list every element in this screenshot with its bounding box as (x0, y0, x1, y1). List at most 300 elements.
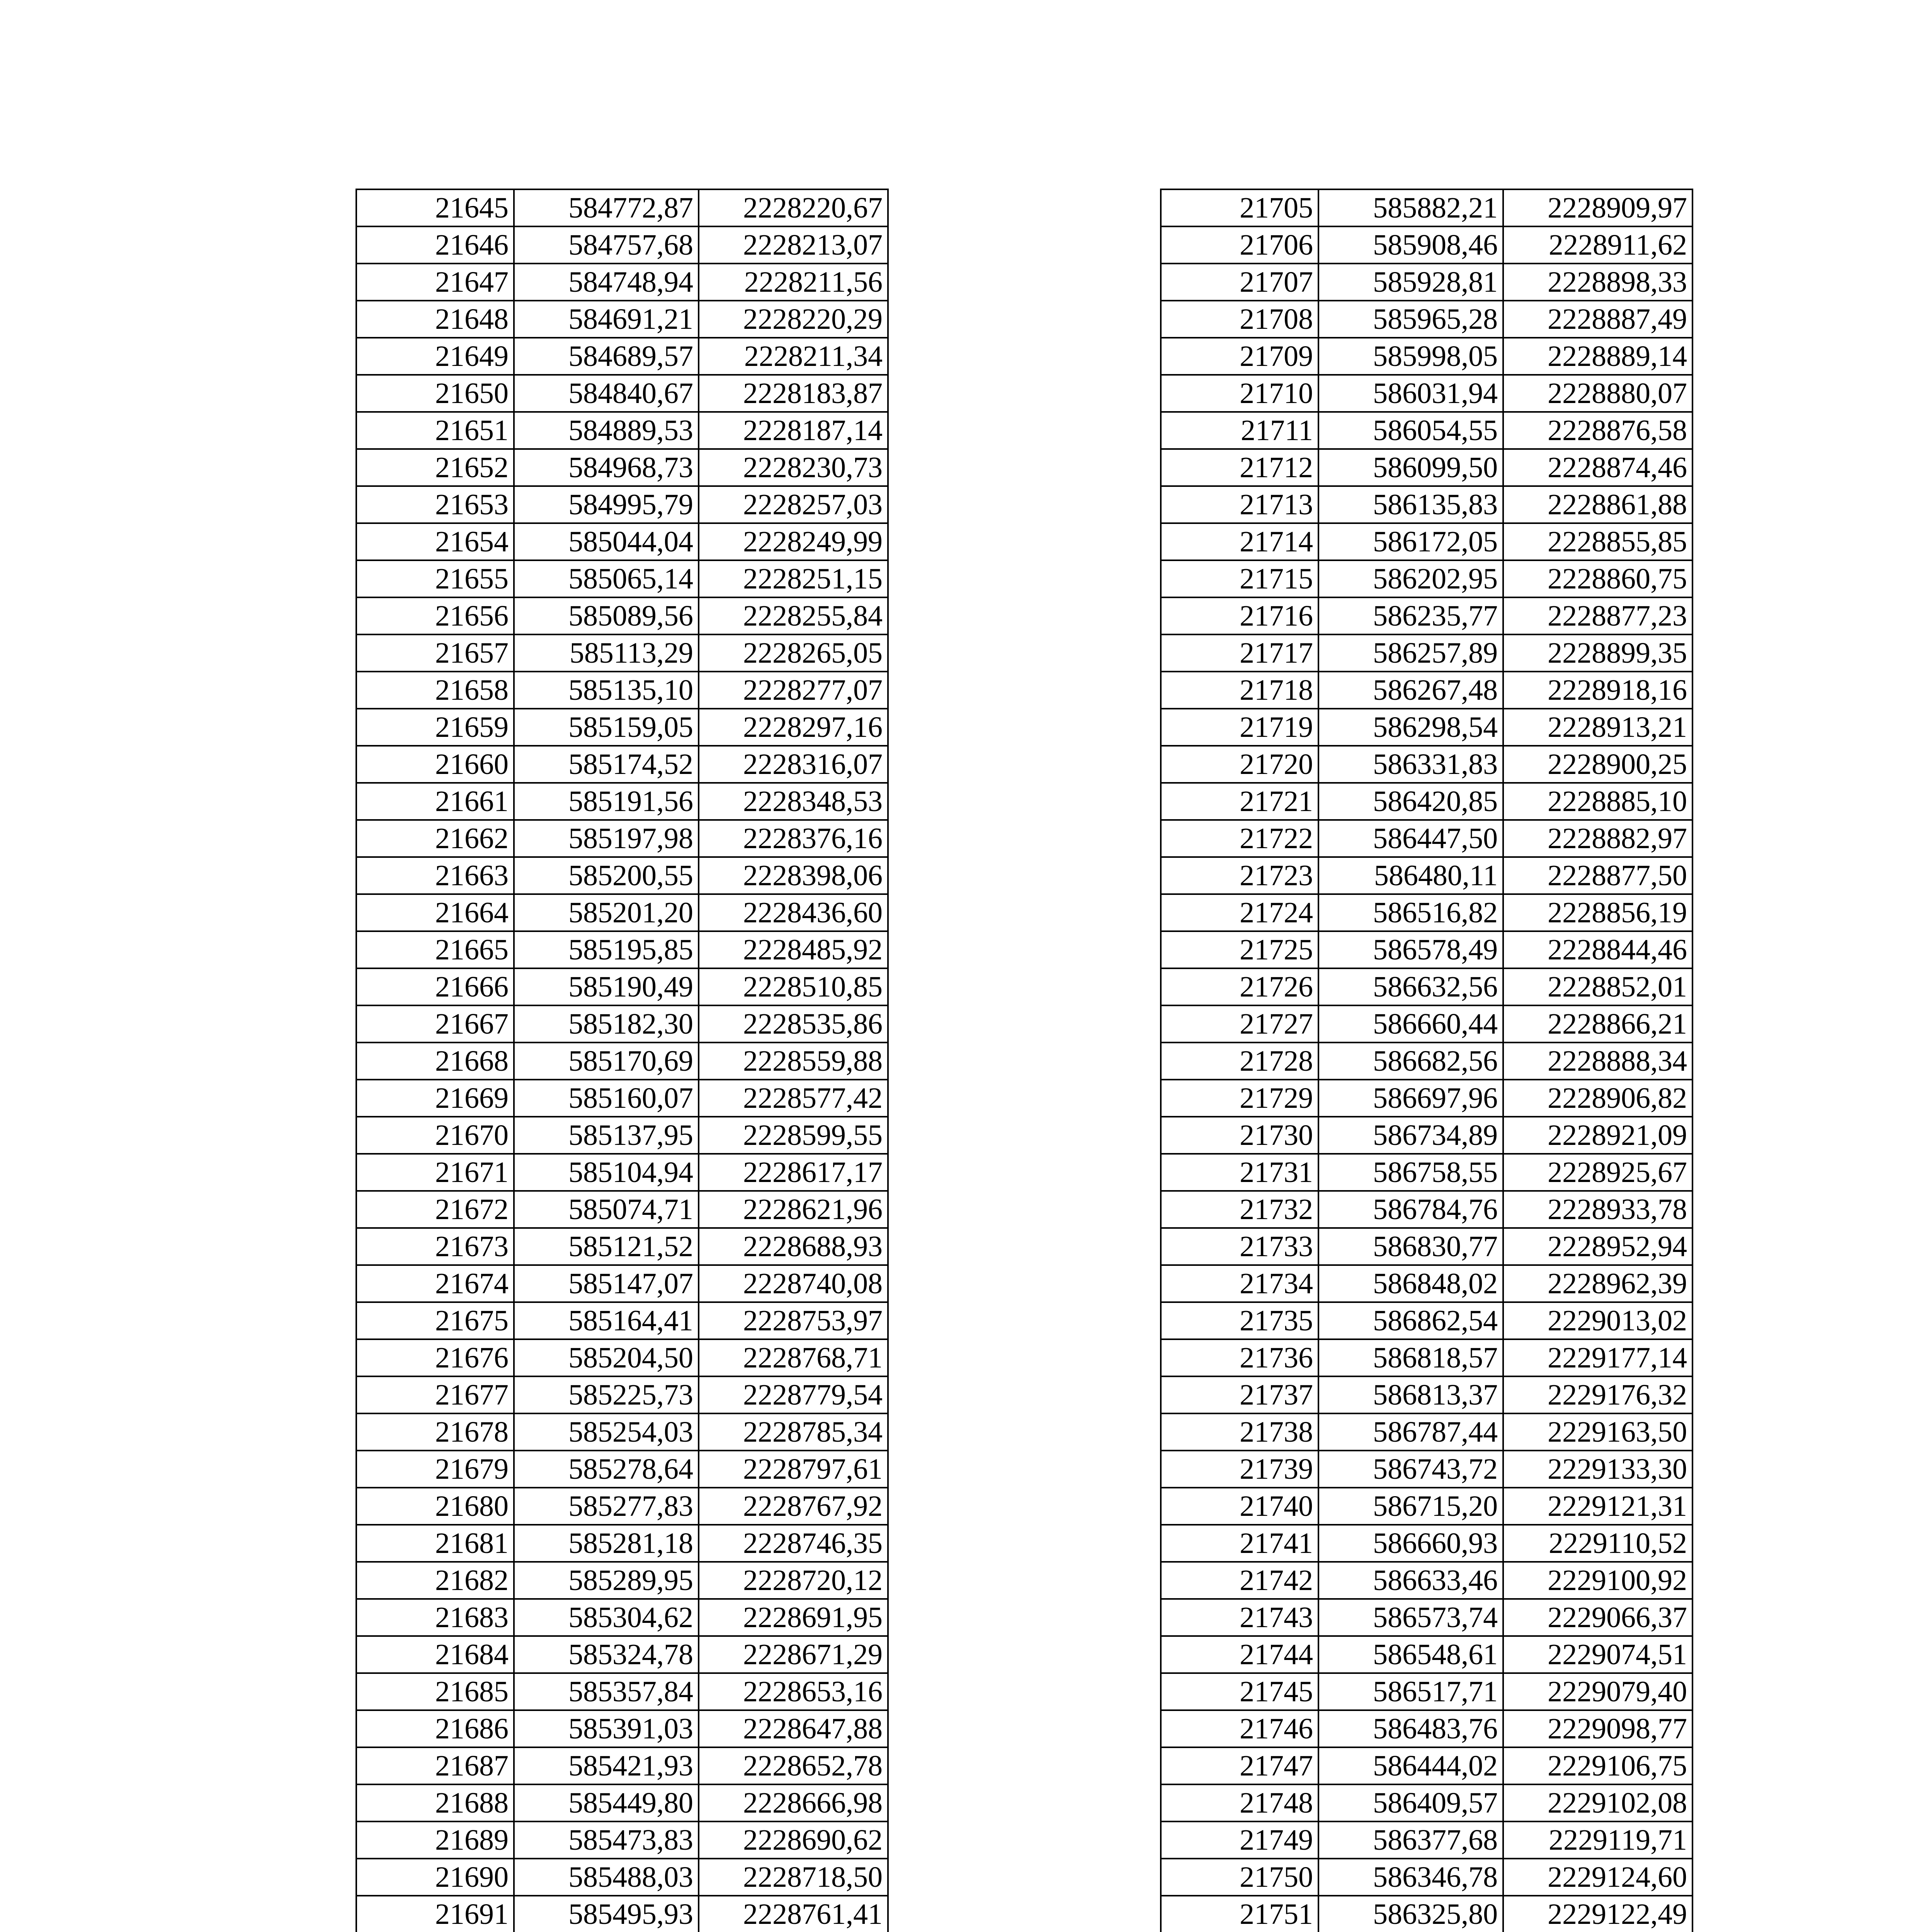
table-row (356, 634, 888, 672)
y-coordinate-cell: 2228535,86 (699, 1005, 888, 1043)
table-row (356, 523, 888, 560)
table-row (356, 1191, 888, 1228)
table-row (356, 1525, 888, 1562)
table-row (356, 1562, 888, 1599)
y-coordinate-cell: 2228183,87 (699, 375, 888, 412)
table-row (1161, 746, 1692, 783)
table-row (1161, 1488, 1692, 1525)
x-coordinate-cell: 586578,49 (1318, 931, 1503, 968)
table-row (1161, 1710, 1692, 1747)
table-row (356, 857, 888, 894)
y-coordinate-cell: 2228249,99 (699, 523, 888, 560)
table-row (356, 672, 888, 709)
table-row (356, 412, 888, 449)
y-coordinate-cell: 2229110,52 (1503, 1525, 1692, 1562)
x-coordinate-cell: 585160,07 (514, 1080, 699, 1117)
point-number-cell: 21664 (356, 894, 514, 931)
table-row (1161, 560, 1692, 597)
point-number-cell: 21662 (356, 820, 514, 857)
y-coordinate-cell: 2228768,71 (699, 1339, 888, 1376)
x-coordinate-cell: 585065,14 (514, 560, 699, 597)
table-row (356, 1228, 888, 1265)
x-coordinate-cell: 585201,20 (514, 894, 699, 931)
point-number-cell: 21750 (1161, 1859, 1318, 1896)
table-row (356, 1821, 888, 1859)
table-row (1161, 1080, 1692, 1117)
point-number-cell: 21671 (356, 1154, 514, 1191)
y-coordinate-cell: 2228899,35 (1503, 634, 1692, 672)
point-number-cell: 21689 (356, 1821, 514, 1859)
point-number-cell: 21725 (1161, 931, 1318, 968)
y-coordinate-cell: 2228906,82 (1503, 1080, 1692, 1117)
x-coordinate-cell: 585225,73 (514, 1376, 699, 1413)
y-coordinate-cell: 2228921,09 (1503, 1117, 1692, 1154)
point-number-cell: 21745 (1161, 1673, 1318, 1710)
point-number-cell: 21653 (356, 486, 514, 523)
x-coordinate-cell: 586202,95 (1318, 560, 1503, 597)
y-coordinate-cell: 2228220,67 (699, 189, 888, 226)
y-coordinate-cell: 2228882,97 (1503, 820, 1692, 857)
x-coordinate-cell: 585200,55 (514, 857, 699, 894)
x-coordinate-cell: 586099,50 (1318, 449, 1503, 486)
x-coordinate-cell: 586054,55 (1318, 412, 1503, 449)
y-coordinate-cell: 2228876,58 (1503, 412, 1692, 449)
table-row (1161, 264, 1692, 301)
x-coordinate-cell: 585281,18 (514, 1525, 699, 1562)
y-coordinate-cell: 2229176,32 (1503, 1376, 1692, 1413)
y-coordinate-cell: 2228933,78 (1503, 1191, 1692, 1228)
x-coordinate-cell: 585965,28 (1318, 301, 1503, 338)
x-coordinate-cell: 586830,77 (1318, 1228, 1503, 1265)
table-row (1161, 1117, 1692, 1154)
point-number-cell: 21715 (1161, 560, 1318, 597)
x-coordinate-cell: 585182,30 (514, 1005, 699, 1043)
table-row (1161, 412, 1692, 449)
table-row (1161, 1562, 1692, 1599)
table-row (1161, 449, 1692, 486)
point-number-cell: 21677 (356, 1376, 514, 1413)
table-row (1161, 931, 1692, 968)
point-number-cell: 21716 (1161, 597, 1318, 634)
y-coordinate-cell: 2229106,75 (1503, 1747, 1692, 1784)
point-number-cell: 21749 (1161, 1821, 1318, 1859)
x-coordinate-cell: 584968,73 (514, 449, 699, 486)
y-coordinate-cell: 2228510,85 (699, 968, 888, 1005)
table-row (1161, 1339, 1692, 1376)
y-coordinate-cell: 2229100,92 (1503, 1562, 1692, 1599)
table-row (1161, 375, 1692, 412)
point-number-cell: 21682 (356, 1562, 514, 1599)
y-coordinate-cell: 2228852,01 (1503, 968, 1692, 1005)
point-number-cell: 21724 (1161, 894, 1318, 931)
x-coordinate-cell: 586758,55 (1318, 1154, 1503, 1191)
y-coordinate-cell: 2228740,08 (699, 1265, 888, 1302)
y-coordinate-cell: 2228900,25 (1503, 746, 1692, 783)
x-coordinate-cell: 586480,11 (1318, 857, 1503, 894)
table-row (1161, 1376, 1692, 1413)
table-row (1161, 486, 1692, 523)
x-coordinate-cell: 586784,76 (1318, 1191, 1503, 1228)
x-coordinate-cell: 586444,02 (1318, 1747, 1503, 1784)
table-row (1161, 1821, 1692, 1859)
y-coordinate-cell: 2228767,92 (699, 1488, 888, 1525)
x-coordinate-cell: 586135,83 (1318, 486, 1503, 523)
x-coordinate-cell: 585195,85 (514, 931, 699, 968)
table-row (1161, 1005, 1692, 1043)
point-number-cell: 21723 (1161, 857, 1318, 894)
point-number-cell: 21672 (356, 1191, 514, 1228)
table-body (1161, 189, 1692, 1932)
table-row (1161, 709, 1692, 746)
point-number-cell: 21737 (1161, 1376, 1318, 1413)
point-number-cell: 21669 (356, 1080, 514, 1117)
table-row (1161, 1859, 1692, 1896)
y-coordinate-cell: 2229119,71 (1503, 1821, 1692, 1859)
table-row (356, 1080, 888, 1117)
point-number-cell: 21719 (1161, 709, 1318, 746)
y-coordinate-cell: 2228866,21 (1503, 1005, 1692, 1043)
point-number-cell: 21733 (1161, 1228, 1318, 1265)
y-coordinate-cell: 2228316,07 (699, 746, 888, 783)
table-row (356, 968, 888, 1005)
table-row (356, 894, 888, 931)
y-coordinate-cell: 2229079,40 (1503, 1673, 1692, 1710)
point-number-cell: 21709 (1161, 338, 1318, 375)
x-coordinate-cell: 585324,78 (514, 1636, 699, 1673)
table-row (1161, 523, 1692, 560)
point-number-cell: 21654 (356, 523, 514, 560)
table-row (356, 301, 888, 338)
table-row (1161, 1043, 1692, 1080)
table-row (356, 1413, 888, 1451)
point-number-cell: 21713 (1161, 486, 1318, 523)
point-number-cell: 21666 (356, 968, 514, 1005)
x-coordinate-cell: 586848,02 (1318, 1265, 1503, 1302)
x-coordinate-cell: 585135,10 (514, 672, 699, 709)
x-coordinate-cell: 585473,83 (514, 1821, 699, 1859)
x-coordinate-cell: 585137,95 (514, 1117, 699, 1154)
table-row (1161, 1747, 1692, 1784)
point-number-cell: 21712 (1161, 449, 1318, 486)
x-coordinate-cell: 586633,46 (1318, 1562, 1503, 1599)
y-coordinate-cell: 2228255,84 (699, 597, 888, 634)
table-row (1161, 226, 1692, 264)
point-number-cell: 21673 (356, 1228, 514, 1265)
y-coordinate-cell: 2228855,85 (1503, 523, 1692, 560)
y-coordinate-cell: 2229013,02 (1503, 1302, 1692, 1339)
point-number-cell: 21652 (356, 449, 514, 486)
y-coordinate-cell: 2228877,23 (1503, 597, 1692, 634)
y-coordinate-cell: 2228653,16 (699, 1673, 888, 1710)
table-body (356, 189, 888, 1932)
y-coordinate-cell: 2228761,41 (699, 1896, 888, 1932)
x-coordinate-cell: 585278,64 (514, 1451, 699, 1488)
y-coordinate-cell: 2228230,73 (699, 449, 888, 486)
point-number-cell: 21731 (1161, 1154, 1318, 1191)
point-number-cell: 21646 (356, 226, 514, 264)
x-coordinate-cell: 586743,72 (1318, 1451, 1503, 1488)
point-number-cell: 21660 (356, 746, 514, 783)
point-number-cell: 21728 (1161, 1043, 1318, 1080)
point-number-cell: 21708 (1161, 301, 1318, 338)
x-coordinate-cell: 586548,61 (1318, 1636, 1503, 1673)
point-number-cell: 21714 (1161, 523, 1318, 560)
x-coordinate-cell: 586331,83 (1318, 746, 1503, 783)
table-row (1161, 1896, 1692, 1932)
x-coordinate-cell: 585174,52 (514, 746, 699, 783)
x-coordinate-cell: 584757,68 (514, 226, 699, 264)
table-row (356, 1005, 888, 1043)
x-coordinate-cell: 586715,20 (1318, 1488, 1503, 1525)
table-row (1161, 968, 1692, 1005)
point-number-cell: 21727 (1161, 1005, 1318, 1043)
point-number-cell: 21729 (1161, 1080, 1318, 1117)
x-coordinate-cell: 586346,78 (1318, 1859, 1503, 1896)
x-coordinate-cell: 585928,81 (1318, 264, 1503, 301)
y-coordinate-cell: 2228211,56 (699, 264, 888, 301)
y-coordinate-cell: 2229124,60 (1503, 1859, 1692, 1896)
point-number-cell: 21722 (1161, 820, 1318, 857)
y-coordinate-cell: 2228889,14 (1503, 338, 1692, 375)
point-number-cell: 21645 (356, 189, 514, 226)
table-row (356, 264, 888, 301)
table-row (1161, 1265, 1692, 1302)
point-number-cell: 21676 (356, 1339, 514, 1376)
point-number-cell: 21691 (356, 1896, 514, 1932)
point-number-cell: 21684 (356, 1636, 514, 1673)
y-coordinate-cell: 2228962,39 (1503, 1265, 1692, 1302)
x-coordinate-cell: 586447,50 (1318, 820, 1503, 857)
x-coordinate-cell: 585191,56 (514, 783, 699, 820)
x-coordinate-cell: 586573,74 (1318, 1599, 1503, 1636)
x-coordinate-cell: 586377,68 (1318, 1821, 1503, 1859)
y-coordinate-cell: 2228880,07 (1503, 375, 1692, 412)
y-coordinate-cell: 2228718,50 (699, 1859, 888, 1896)
y-coordinate-cell: 2228251,15 (699, 560, 888, 597)
x-coordinate-cell: 584689,57 (514, 338, 699, 375)
table-row (1161, 301, 1692, 338)
table-row (356, 449, 888, 486)
y-coordinate-cell: 2228860,75 (1503, 560, 1692, 597)
point-number-cell: 21670 (356, 1117, 514, 1154)
table-row (1161, 1228, 1692, 1265)
x-coordinate-cell: 585159,05 (514, 709, 699, 746)
y-coordinate-cell: 2228753,97 (699, 1302, 888, 1339)
table-row (1161, 1191, 1692, 1228)
x-coordinate-cell: 585277,83 (514, 1488, 699, 1525)
y-coordinate-cell: 2228785,34 (699, 1413, 888, 1451)
table-row (356, 597, 888, 634)
x-coordinate-cell: 585044,04 (514, 523, 699, 560)
x-coordinate-cell: 585304,62 (514, 1599, 699, 1636)
table-row (356, 1376, 888, 1413)
y-coordinate-cell: 2229102,08 (1503, 1784, 1692, 1821)
point-number-cell: 21717 (1161, 634, 1318, 672)
y-coordinate-cell: 2228436,60 (699, 894, 888, 931)
x-coordinate-cell: 585357,84 (514, 1673, 699, 1710)
y-coordinate-cell: 2229133,30 (1503, 1451, 1692, 1488)
table-row (1161, 189, 1692, 226)
point-number-cell: 21721 (1161, 783, 1318, 820)
point-number-cell: 21747 (1161, 1747, 1318, 1784)
table-row (1161, 1451, 1692, 1488)
x-coordinate-cell: 586734,89 (1318, 1117, 1503, 1154)
point-number-cell: 21655 (356, 560, 514, 597)
y-coordinate-cell: 2229163,50 (1503, 1413, 1692, 1451)
table-row (1161, 857, 1692, 894)
x-coordinate-cell: 585113,29 (514, 634, 699, 672)
x-coordinate-cell: 585170,69 (514, 1043, 699, 1080)
y-coordinate-cell: 2228911,62 (1503, 226, 1692, 264)
point-number-cell: 21742 (1161, 1562, 1318, 1599)
point-number-cell: 21686 (356, 1710, 514, 1747)
table-row (1161, 1302, 1692, 1339)
x-coordinate-cell: 586298,54 (1318, 709, 1503, 746)
y-coordinate-cell: 2228599,55 (699, 1117, 888, 1154)
x-coordinate-cell: 586325,80 (1318, 1896, 1503, 1932)
x-coordinate-cell: 585197,98 (514, 820, 699, 857)
table-row (356, 709, 888, 746)
table-row (1161, 1784, 1692, 1821)
y-coordinate-cell: 2228559,88 (699, 1043, 888, 1080)
table-row (1161, 634, 1692, 672)
y-coordinate-cell: 2228877,50 (1503, 857, 1692, 894)
y-coordinate-cell: 2228952,94 (1503, 1228, 1692, 1265)
point-number-cell: 21668 (356, 1043, 514, 1080)
y-coordinate-cell: 2228746,35 (699, 1525, 888, 1562)
table-row (356, 338, 888, 375)
y-coordinate-cell: 2228220,29 (699, 301, 888, 338)
point-number-cell: 21746 (1161, 1710, 1318, 1747)
x-coordinate-cell: 586682,56 (1318, 1043, 1503, 1080)
y-coordinate-cell: 2229074,51 (1503, 1636, 1692, 1673)
y-coordinate-cell: 2228376,16 (699, 820, 888, 857)
point-number-cell: 21743 (1161, 1599, 1318, 1636)
table-row (356, 820, 888, 857)
table-row (356, 486, 888, 523)
point-number-cell: 21681 (356, 1525, 514, 1562)
table-row (356, 1859, 888, 1896)
x-coordinate-cell: 586660,93 (1318, 1525, 1503, 1562)
y-coordinate-cell: 2228398,06 (699, 857, 888, 894)
table-row (356, 1339, 888, 1376)
point-number-cell: 21687 (356, 1747, 514, 1784)
x-coordinate-cell: 586172,05 (1318, 523, 1503, 560)
point-number-cell: 21738 (1161, 1413, 1318, 1451)
table-row (356, 1710, 888, 1747)
table-row (1161, 783, 1692, 820)
table-row (356, 189, 888, 226)
point-number-cell: 21707 (1161, 264, 1318, 301)
x-coordinate-cell: 585089,56 (514, 597, 699, 634)
x-coordinate-cell: 585391,03 (514, 1710, 699, 1747)
x-coordinate-cell: 586235,77 (1318, 597, 1503, 634)
table-row (356, 931, 888, 968)
x-coordinate-cell: 586257,89 (1318, 634, 1503, 672)
point-number-cell: 21665 (356, 931, 514, 968)
x-coordinate-cell: 586420,85 (1318, 783, 1503, 820)
table-row (356, 1302, 888, 1339)
y-coordinate-cell: 2228691,95 (699, 1599, 888, 1636)
y-coordinate-cell: 2228885,10 (1503, 783, 1692, 820)
x-coordinate-cell: 584691,21 (514, 301, 699, 338)
table-row (356, 783, 888, 820)
y-coordinate-cell: 2228577,42 (699, 1080, 888, 1117)
y-coordinate-cell: 2228918,16 (1503, 672, 1692, 709)
x-coordinate-cell: 585190,49 (514, 968, 699, 1005)
table-row (356, 1636, 888, 1673)
point-number-cell: 21675 (356, 1302, 514, 1339)
x-coordinate-cell: 585495,93 (514, 1896, 699, 1932)
y-coordinate-cell: 2228690,62 (699, 1821, 888, 1859)
x-coordinate-cell: 586813,37 (1318, 1376, 1503, 1413)
x-coordinate-cell: 585104,94 (514, 1154, 699, 1191)
point-number-cell: 21735 (1161, 1302, 1318, 1339)
table-row (356, 1451, 888, 1488)
y-coordinate-cell: 2229066,37 (1503, 1599, 1692, 1636)
y-coordinate-cell: 2229121,31 (1503, 1488, 1692, 1525)
table-row (356, 746, 888, 783)
y-coordinate-cell: 2228913,21 (1503, 709, 1692, 746)
coordinates-table-left (356, 189, 889, 1932)
y-coordinate-cell: 2228925,67 (1503, 1154, 1692, 1191)
table-row (356, 1117, 888, 1154)
point-number-cell: 21685 (356, 1673, 514, 1710)
y-coordinate-cell: 2228485,92 (699, 931, 888, 968)
point-number-cell: 21657 (356, 634, 514, 672)
point-number-cell: 21734 (1161, 1265, 1318, 1302)
y-coordinate-cell: 2228621,96 (699, 1191, 888, 1228)
table-row (356, 1265, 888, 1302)
y-coordinate-cell: 2228779,54 (699, 1376, 888, 1413)
y-coordinate-cell: 2228348,53 (699, 783, 888, 820)
x-coordinate-cell: 586267,48 (1318, 672, 1503, 709)
y-coordinate-cell: 2228671,29 (699, 1636, 888, 1673)
x-coordinate-cell: 586862,54 (1318, 1302, 1503, 1339)
table-row (356, 1747, 888, 1784)
y-coordinate-cell: 2228257,03 (699, 486, 888, 523)
point-number-cell: 21667 (356, 1005, 514, 1043)
point-number-cell: 21705 (1161, 189, 1318, 226)
x-coordinate-cell: 586516,82 (1318, 894, 1503, 931)
x-coordinate-cell: 584995,79 (514, 486, 699, 523)
point-number-cell: 21711 (1161, 412, 1318, 449)
y-coordinate-cell: 2228211,34 (699, 338, 888, 375)
x-coordinate-cell: 586660,44 (1318, 1005, 1503, 1043)
point-number-cell: 21741 (1161, 1525, 1318, 1562)
point-number-cell: 21710 (1161, 375, 1318, 412)
y-coordinate-cell: 2228688,93 (699, 1228, 888, 1265)
point-number-cell: 21678 (356, 1413, 514, 1451)
x-coordinate-cell: 584840,67 (514, 375, 699, 412)
point-number-cell: 21648 (356, 301, 514, 338)
point-number-cell: 21679 (356, 1451, 514, 1488)
x-coordinate-cell: 586483,76 (1318, 1710, 1503, 1747)
point-number-cell: 21720 (1161, 746, 1318, 783)
point-number-cell: 21688 (356, 1784, 514, 1821)
x-coordinate-cell: 586517,71 (1318, 1673, 1503, 1710)
point-number-cell: 21658 (356, 672, 514, 709)
y-coordinate-cell: 2228797,61 (699, 1451, 888, 1488)
y-coordinate-cell: 2228277,07 (699, 672, 888, 709)
x-coordinate-cell: 585908,46 (1318, 226, 1503, 264)
table-row (356, 1488, 888, 1525)
table-row (1161, 820, 1692, 857)
table-row (356, 1043, 888, 1080)
table-row (356, 226, 888, 264)
table-row (1161, 672, 1692, 709)
point-number-cell: 21740 (1161, 1488, 1318, 1525)
